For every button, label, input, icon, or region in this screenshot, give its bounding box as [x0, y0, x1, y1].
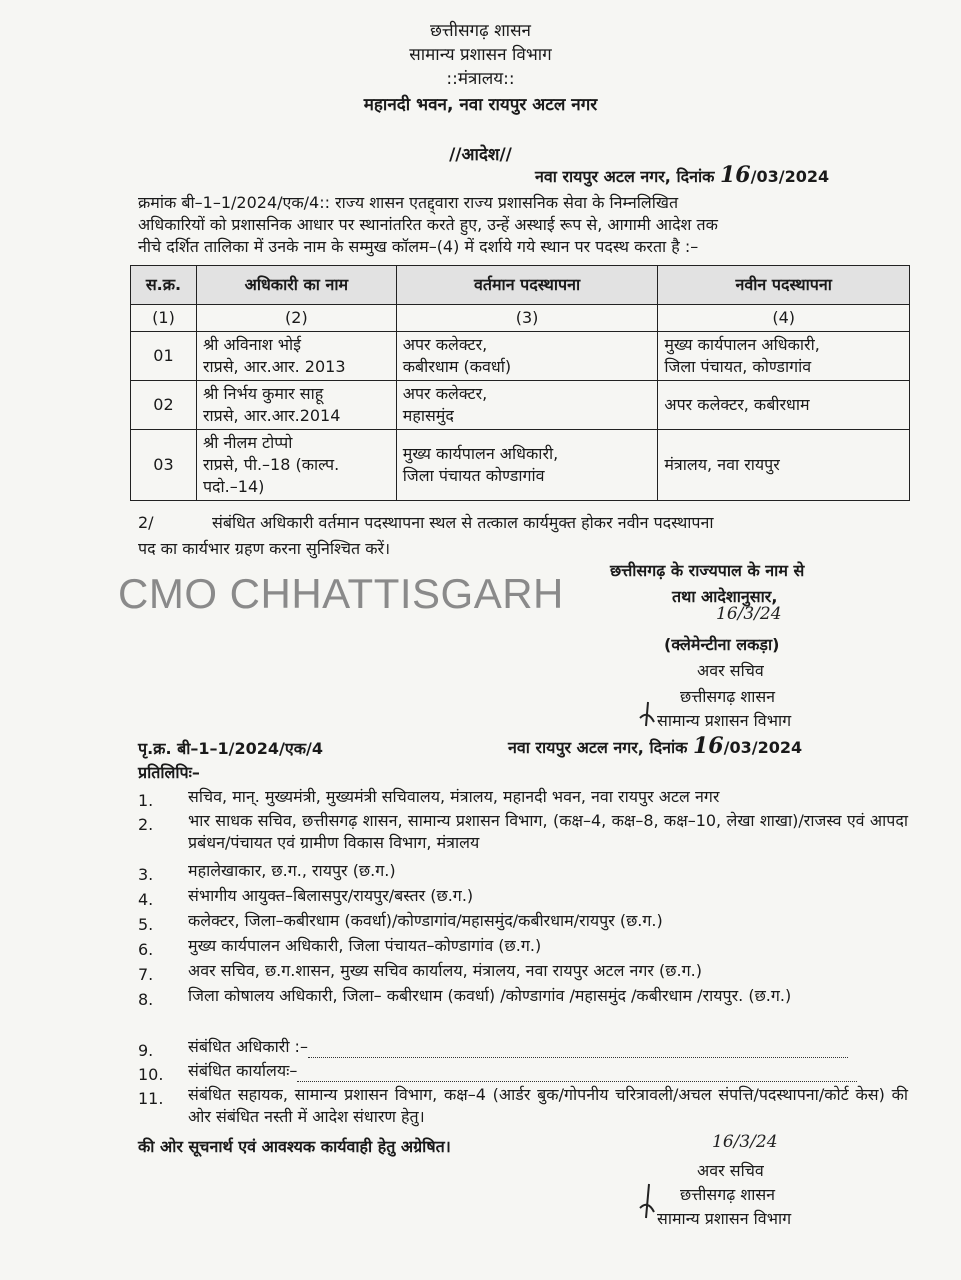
current-posting-line: मुख्य कार्यपालन अधिकारी,: [402, 444, 559, 463]
list-item-number: 11.: [138, 1089, 164, 1108]
column-number: (1): [131, 305, 197, 332]
sig2-designation: अवर सचिव: [697, 1161, 764, 1180]
list-item-number: 5.: [138, 915, 154, 934]
list-item-text: संभागीय आयुक्त–बिलासपुर/रायपुर/बस्तर (छ.ग.): [188, 886, 474, 905]
header-address: महानदी भवन, नवा रायपुर अटल नगर: [363, 95, 598, 115]
list-item-text: जिला कोषालय अधिकारी, जिला– कबीरधाम (कवर्धा) /कोण्डागांव /महासमुंद /कबीरधाम /रायपुर. (छ.ग.): [188, 986, 792, 1005]
table-row: [131, 430, 910, 501]
list-item: [138, 786, 908, 808]
header-govt: छत्तीसगढ़ शासन: [430, 21, 531, 41]
row-sno: 02: [131, 381, 197, 430]
officer-service-line: राप्रसे, पी.–18 (काल्प.: [202, 455, 340, 474]
column-header-current-posting: वर्तमान पदस्थापना: [396, 266, 658, 305]
list-item-number: 1.: [138, 791, 154, 810]
table-column-number-row: [131, 305, 910, 332]
column-number: (4): [658, 305, 910, 332]
list-item-number: 9.: [138, 1041, 154, 1060]
table-header-row: [131, 266, 910, 305]
officer-name-line: श्री निर्भय कुमार साहू: [202, 384, 324, 403]
list-item: [138, 810, 908, 856]
header-ministry: ::मंत्रालय::: [446, 69, 515, 89]
row-current-posting: [396, 381, 658, 430]
table-row: [131, 332, 910, 381]
row-new-posting: [658, 332, 910, 381]
row-new-posting: [658, 430, 910, 501]
list-item-number: 7.: [138, 965, 154, 984]
blank-line: [297, 1081, 857, 1082]
column-number: (2): [196, 305, 396, 332]
row-current-posting: [396, 332, 658, 381]
list-item-text: भार साधक सचिव, छत्तीसगढ़ शासन, सामान्य प्रशासन विभाग, (कक्ष–4, कक्ष–8, कक्ष–10, लेखा शाखा)/राजस्व एवं आपदा प्रबंधन/पंचायत एवं ग्रामीण विकास विभाग, मंत्रालय: [188, 811, 908, 852]
officer-name-line: श्री अविनाश भोई: [202, 335, 302, 354]
list-item: [138, 1084, 908, 1130]
list-item-number: 2.: [138, 815, 154, 834]
row-current-posting: [396, 430, 658, 501]
para2-line: संबंधित अधिकारी वर्तमान पदस्थापना स्थल से तत्काल कार्यमुक्त होकर नवीन पदस्थापना: [212, 513, 714, 532]
endorsement-date-rest: /03/2024: [723, 738, 803, 757]
sig2-handwritten-initials: 16/3/24: [712, 1132, 778, 1152]
sig2-org1: छत्तीसगढ़ शासन: [680, 1185, 776, 1204]
officer-name-line: श्री नीलम टोप्पो: [202, 433, 293, 452]
list-item-number: 4.: [138, 890, 154, 909]
new-posting-line: मंत्रालय, नवा रायपुर: [664, 455, 780, 474]
endorsement-place-date-prefix: नवा रायपुर अटल नगर, दिनांक: [508, 738, 688, 757]
sig1-org1: छत्तीसगढ़ शासन: [680, 687, 776, 706]
row-officer-name: [196, 381, 396, 430]
officer-service-line: पदो.–14): [202, 477, 265, 496]
list-item-text: संबंधित कार्यालयः–: [188, 1061, 298, 1080]
row-new-posting: [658, 381, 910, 430]
order-para-line: क्रमांक बी–1–1/2024/एक/4:: राज्य शासन एतद्द्वारा राज्य प्रशासनिक सेवा के निम्नलिखित: [138, 193, 679, 212]
order-place-date-prefix: नवा रायपुर अटल नगर, दिनांक: [535, 167, 715, 186]
watermark-text: CMO CHHATTISGARH: [118, 570, 564, 617]
sig1-designation: अवर सचिव: [697, 661, 764, 680]
row-sno: 01: [131, 332, 197, 381]
list-item-text: कलेक्टर, जिला–कबीरधाम (कवर्धा)/कोण्डागांव/महासमुंद/कबीरधाम/रायपुर (छ.ग.): [188, 911, 663, 930]
current-posting-line: अपर कलेक्टर,: [402, 335, 488, 354]
copy-to-label: प्रतिलिपिः–: [138, 763, 200, 782]
list-item-text: अवर सचिव, छ.ग.शासन, मुख्य सचिव कार्यालय, मंत्रालय, नवा रायपुर अटल नगर (छ.ग.): [188, 961, 702, 980]
list-item-text: संबंधित सहायक, सामान्य प्रशासन विभाग, कक्ष–4 (आर्डर बुक/गोपनीय चरित्रावली/अचल संपत्ति/पदस्थापना/कोर्ट केस) की ओर संबंधित नस्ती में आदेश संधारण हेतु।: [188, 1085, 908, 1126]
new-posting-line: मुख्य कार्यपालन अधिकारी,: [664, 335, 820, 354]
list-item-text: मुख्य कार्यपालन अधिकारी, जिला पंचायत–कोण्डागांव (छ.ग.): [188, 936, 542, 955]
row-officer-name: [196, 430, 396, 501]
list-item-number: 10.: [138, 1065, 164, 1084]
endorsement-date-day: 16: [692, 733, 724, 759]
column-header-officer-name: अधिकारी का नाम: [196, 266, 396, 305]
order-paragraph-1: [138, 192, 908, 258]
row-sno: 03: [131, 430, 197, 501]
header-department: सामान्य प्रशासन विभाग: [409, 45, 552, 65]
officer-service-line: राप्रसे, आर.आर.2014: [202, 406, 341, 425]
signature-mark-icon: [636, 1182, 658, 1222]
list-item-text-wrap: [188, 1060, 908, 1082]
sig1-line1: छत्तीसगढ़ के राज्यपाल के नाम से: [610, 561, 805, 580]
sig2-org2: सामान्य प्रशासन विभाग: [657, 1209, 792, 1228]
order-date: [535, 164, 829, 188]
list-item-text: महालेखाकार, छ.ग., रायपुर (छ.ग.): [188, 861, 396, 880]
para2-line: पद का कार्यभार ग्रहण करना सुनिश्चित करें।: [138, 539, 391, 558]
order-title: //आदेश//: [449, 145, 512, 165]
current-posting-line: कबीरधाम (कवर्धा): [402, 357, 512, 376]
posting-table: [130, 265, 910, 501]
officer-service-line: राप्रसे, आर.आर. 2013: [202, 357, 346, 376]
current-posting-line: महासमुंद: [402, 406, 454, 425]
order-para-line: अधिकारियों को प्रशासनिक आधार पर स्थानांतरित करते हुए, उन्हें अस्थाई रूप से, आगामी आदेश तक: [138, 215, 718, 234]
order-date-rest: /03/2024: [750, 167, 830, 186]
column-header-sno: स.क्र.: [131, 266, 197, 305]
signature-mark-icon: [636, 700, 658, 728]
new-posting-line: अपर कलेक्टर, कबीरधाम: [664, 395, 810, 414]
column-number: (3): [396, 305, 658, 332]
list-item-number: 8.: [138, 990, 154, 1009]
sig1-org2: सामान्य प्रशासन विभाग: [657, 711, 792, 730]
list-item-text: सचिव, मान्. मुख्यमंत्री, मुख्यमंत्री सचिवालय, मंत्रालय, महानदी भवन, नवा रायपुर अटल नगर: [188, 787, 720, 806]
closing-note: की ओर सूचनार्थ एवं आवश्यक कार्यवाही हेतु अग्रेषित।: [138, 1137, 451, 1156]
sig1-handwritten-initials: 16/3/24: [716, 604, 782, 624]
row-officer-name: [196, 332, 396, 381]
column-header-new-posting: नवीन पदस्थापना: [658, 266, 910, 305]
para2-number: 2/: [138, 513, 154, 532]
order-para-line: नीचे दर्शित तालिका में उनके नाम के सम्मुख कॉलम–(4) में दर्शाये गये स्थान पर पदस्थ करता है :–: [138, 237, 699, 256]
list-item-number: 6.: [138, 940, 154, 959]
sig1-line2: तथा आदेशानुसार,: [672, 587, 778, 606]
table-row: [131, 381, 910, 430]
list-item-number: 3.: [138, 865, 154, 884]
endorsement-date: [508, 735, 802, 759]
new-posting-line: जिला पंचायत, कोण्डागांव: [664, 357, 812, 376]
order-date-day: 16: [719, 162, 751, 188]
endorsement-ref: पृ.क्र. बी–1–1/2024/एक/4: [138, 739, 323, 758]
blank-line: [308, 1057, 848, 1058]
current-posting-line: जिला पंचायत कोण्डागांव: [402, 466, 545, 485]
sig1-name: (क्लेमेन्टीना लकड़ा): [664, 635, 780, 654]
list-item-text-wrap: [188, 1036, 908, 1058]
current-posting-line: अपर कलेक्टर,: [402, 384, 488, 403]
list-item-text: संबंधित अधिकारी :–: [188, 1037, 308, 1056]
